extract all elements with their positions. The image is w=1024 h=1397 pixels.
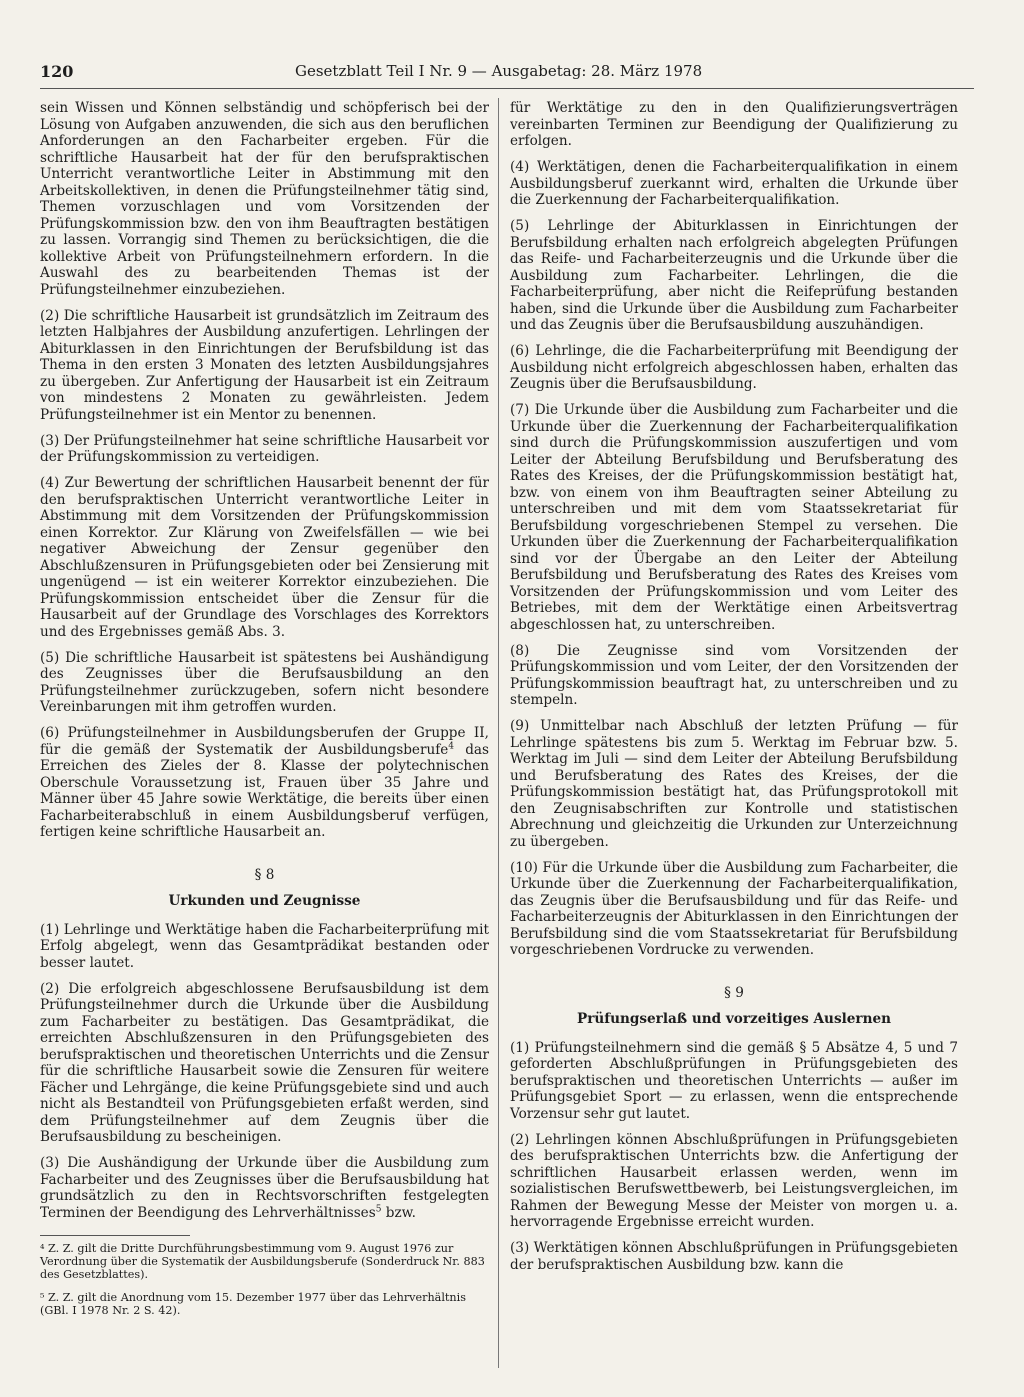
footnote-ref: 4 [448, 740, 455, 751]
section-number: § 8 [254, 866, 275, 883]
paragraph: (9) Unmittelbar nach Abschluß der letzten Prüfung — für Lehrlinge spätestens bis zum 5. Werktag im Februar bzw. 5. Werktag im Juli — sind dem Leiter der Abteilung Berufsbildung und Berufsberatung des Rates des Kreises, der die Prüfungskommission bestätigt hat, das Prüfungsprotokoll mit den Zeugnisabschriften zur Kontrolle und statistischen Abrechnung und gleichzeitig die Urkunden zur Unterzeichnung zu übergeben. [510, 718, 958, 850]
paragraph: (2) Die erfolgreich abgeschlossene Berufsausbildung ist dem Prüfungsteilnehmer durch die Urkunde über die Ausbildung zum Facharbeiter zu bestätigen. Das Gesamtprädikat, die erreichten Abschlußzensuren in den Prüfungsgebieten des berufspraktischen und theoretischen Unterrichts und die Zensur für die schriftliche Hausarbeit sowie die Zensuren für weitere Fächer und Lehrgänge, die keine Prüfungsgebiete sind und auch nicht als Bestandteil von Prüfungsgebieten erfaßt werden, sind dem Prüfungsteilnehmer auf dem Zeugnis über die Berufsausbildung zu bescheinigen. [40, 980, 489, 1145]
paragraph-text: das Erreichen des Zieles der 8. Klasse der polytechnischen Oberschule Voraussetzung ist, Frauen über 35 Jahre und Männer über 45 Jahre sowie Werktätige, die bereits über einen Facharbeiterabschluß in einem Ausbildungsberuf verfügen, fertigen keine schriftliche Hausarbeit an. [40, 741, 489, 840]
paragraph: (10) Für die Urkunde über die Ausbildung zum Facharbeiter, die Urkunde über die Zuerkennung der Facharbeiterqualifikation, das Zeugnis über die Berufsausbildung und für das Reife- und Facharbeiterzeugnis der Abiturklassen in den Einrichtungen der Berufsbildung sind die vom Staatssekretariat für Berufsbildung vorgeschriebenen Vordrucke zu verwenden. [510, 859, 958, 958]
paragraph-text: bzw. [381, 1204, 416, 1221]
paragraph: (2) Lehrlingen können Abschlußprüfungen in Prüfungsgebieten des berufspraktischen Unterrichts bzw. die Anfertigung der schriftlichen Hausarbeit erlassen werden, wenn im sozialistischen Berufswettbewerb, bei Leistungsvergleichen, im Rahmen der Bewegung Messe der Meister von morgen u. a. hervorragende Ergebnisse erreicht wurden. [510, 1131, 958, 1230]
paragraph [40, 1155, 489, 1221]
section-title: Prüfungserlaß und vorzeitiges Auslernen [576, 1011, 891, 1027]
paragraph: (8) Die Zeugnisse sind vom Vorsitzenden der Prüfungskommission und vom Leiter, der den Vorsitzenden der Prüfungskommission beauftragt hat, zu unterschreiben und zu stempeln. [510, 642, 958, 708]
paragraph: (5) Lehrlinge der Abiturklassen in Einrichtungen der Berufsbildung erhalten nach erfolgreich abgelegten Prüfungen das Reife- und Facharbeiterzeugnis und die Urkunde über die Ausbildung zum Facharbeiter. Lehrlingen, die die Facharbeiterprüfung, aber nicht die Reifeprüfung bestanden haben, sind die Urkunde über die Ausbildung zum Facharbeiter und das Zeugnis über die Berufsausbildung auszuhändigen. [510, 218, 958, 333]
paragraph: für Werktätige zu den in den Qualifizierungsverträgen vereinbarten Terminen zur Beendigung der Qualifizierung zu erfolgen. [510, 100, 958, 149]
footnote: ⁴ Z. Z. gilt die Dritte Durchführungsbestimmung vom 9. August 1976 zur Verordnung über die Systematik der Ausbildungsberufe (Sonderdruck Nr. 883 des Gesetzblattes). [40, 1242, 485, 1281]
page-header [40, 62, 970, 88]
column-divider [498, 98, 499, 1368]
paragraph: (3) Der Prüfungsteilnehmer hat seine schriftliche Hausarbeit vor der Prüfungskommission zu verteidigen. [40, 432, 489, 465]
footnote-rule [40, 1235, 190, 1236]
right-column [510, 100, 958, 1283]
left-column [40, 100, 489, 1326]
paragraph: (5) Die schriftliche Hausarbeit ist spätestens bei Aushändigung des Zeugnisses über die Berufsausbildung an den Prüfungsteilnehmer zurückzugeben, sofern nicht besondere Vereinbarungen mit ihm getroffen wurden. [40, 649, 489, 715]
paragraph-text: (3) Die Aushändigung der Urkunde über die Ausbildung zum Facharbeiter und des Zeugnisses über die Berufsausbildung hat grundsätzlich zu den in Rechtsvorschriften festgelegten Terminen der Beendigung des Lehrverhältnisses [40, 1155, 489, 1221]
paragraph: (3) Werktätigen können Abschlußprüfungen in Prüfungsgebieten der berufspraktischen Ausbildung bzw. kann die [510, 1240, 958, 1273]
paragraph: (1) Lehrlinge und Werktätige haben die Facharbeiterprüfung mit Erfolg abgelegt, wenn das Gesamtprädikat bestanden oder besser lautet. [40, 921, 489, 971]
paragraph: (1) Prüfungsteilnehmern sind die gemäß § 5 Absätze 4, 5 und 7 geforderten Abschlußprüfungen in Prüfungsgebieten des berufspraktischen und theoretischen Unterrichts — außer im Prüfungsgebiet Sport — zu erlassen, wenn die entsprechende Vorzensur sehr gut lautet. [510, 1039, 958, 1122]
footnote-ref: 5 [375, 1203, 382, 1214]
paragraph: (7) Die Urkunde über die Ausbildung zum Facharbeiter und die Urkunde über die Zuerkennung der Facharbeiterqualifikation sind durch die Prüfungskommission auszufertigen und vom Leiter der Abteilung Berufsbildung und Berufsberatung des Rates des Kreises, der die Prüfungskommission bestätigt hat, bzw. von einem von ihm Beauftragten seiner Abteilung zu unterschreiben und mit dem vom Staatssekretariat für Berufsbildung vorgeschriebenen Stempel zu versehen. Die Urkunden über die Zuerkennung der Facharbeiterqualifikation sind vor der Übergabe an den Leiter der Abteilung Berufsbildung und Berufsberatung des Rates des Kreises vom Vorsitzenden der Prüfungskommission und vom Leiter des Betriebes, mit dem der Werktätige einen Arbeitsvertrag abgeschlossen hat, zu unterschreiben. [510, 402, 958, 633]
section-number: § 9 [724, 984, 744, 1001]
paragraph [40, 725, 489, 841]
paragraph: (4) Zur Bewertung der schriftlichen Hausarbeit benennt der für den berufspraktischen Unterricht verantwortliche Leiter in Abstimmung mit dem Vorsitzenden der Prüfungskommission einen Korrektor. Zur Klärung von Zweifelsfällen — wie bei negativer Abweichung der Zensur gegenüber den Abschlußzensuren in Prüfungsgebieten oder bei Zensierung mit ungenügend — ist ein weiterer Korrektor einzubeziehen. Die Prüfungskommission entscheidet über die Zensur für die Hausarbeit auf der Grundlage des Vorschlages des Korrektors und des Ergebnisses gemäß Abs. 3. [40, 475, 489, 640]
paragraph: (6) Lehrlinge, die die Facharbeiterprüfung mit Beendigung der Ausbildung nicht erfolgreich abgeschlossen haben, erhalten das Zeugnis über die Berufsausbildung. [510, 343, 958, 392]
paragraph: (4) Werktätigen, denen die Facharbeiterqualifikation in einem Ausbildungsberuf zuerkannt wird, erhalten die Urkunde über die Zuerkennung der Facharbeiterqualifikation. [510, 159, 958, 208]
header-rule [40, 88, 974, 89]
paragraph: (2) Die schriftliche Hausarbeit ist grundsätzlich im Zeitraum des letzten Halbjahres der Ausbildung anzufertigen. Lehrlingen der Abiturklassen in den Einrichtungen der Berufsbildung ist das Thema in den ersten 3 Monaten des letzten Ausbildungsjahres zu übergeben. Zur Anfertigung der Hausarbeit ist ein Zeitraum von mindestens 2 Monaten zu gewährleisten. Jedem Prüfungsteilnehmer ist ein Mentor zu benennen. [40, 307, 489, 423]
footnote: ⁵ Z. Z. gilt die Anordnung vom 15. Dezember 1977 über das Lehrverhältnis (GBl. I 1978 Nr. 2 S. 42). [40, 1290, 466, 1317]
page-number: 120 [40, 62, 74, 81]
paragraph-text: (6) Prüfungsteilnehmer in Ausbildungsberufen der Gruppe II, für die gemäß der Systematik der Ausbildungsberufe [40, 725, 489, 758]
section-title: Urkunden und Zeugnisse [168, 893, 361, 909]
paragraph: sein Wissen und Können selbständig und schöpferisch bei der Lösung von Aufgaben anzuwenden, die sich aus den beruflichen Anforderungen an den Facharbeiter ergeben. Für die schriftliche Hausarbeit hat der für den berufspraktischen Unterricht verantwortliche Leiter in Abstimmung mit den Arbeitskollektiven, in denen die Prüfungsteilnehmer tätig sind, Themen vorzuschlagen und vom Vorsitzenden der Prüfungskommission bzw. den von ihm Beauftragten bestätigen zu lassen. Vorrangig sind Themen zu berücksichtigen, die die kollektive Arbeit von Prüfungsteilnehmern erfordern. In die Auswahl des zu bearbeitenden Themas ist der Prüfungsteilnehmer einzubeziehen. [40, 100, 489, 298]
header-title: Gesetzblatt Teil I Nr. 9 — Ausgabetag: 28. März 1978 [295, 62, 703, 80]
